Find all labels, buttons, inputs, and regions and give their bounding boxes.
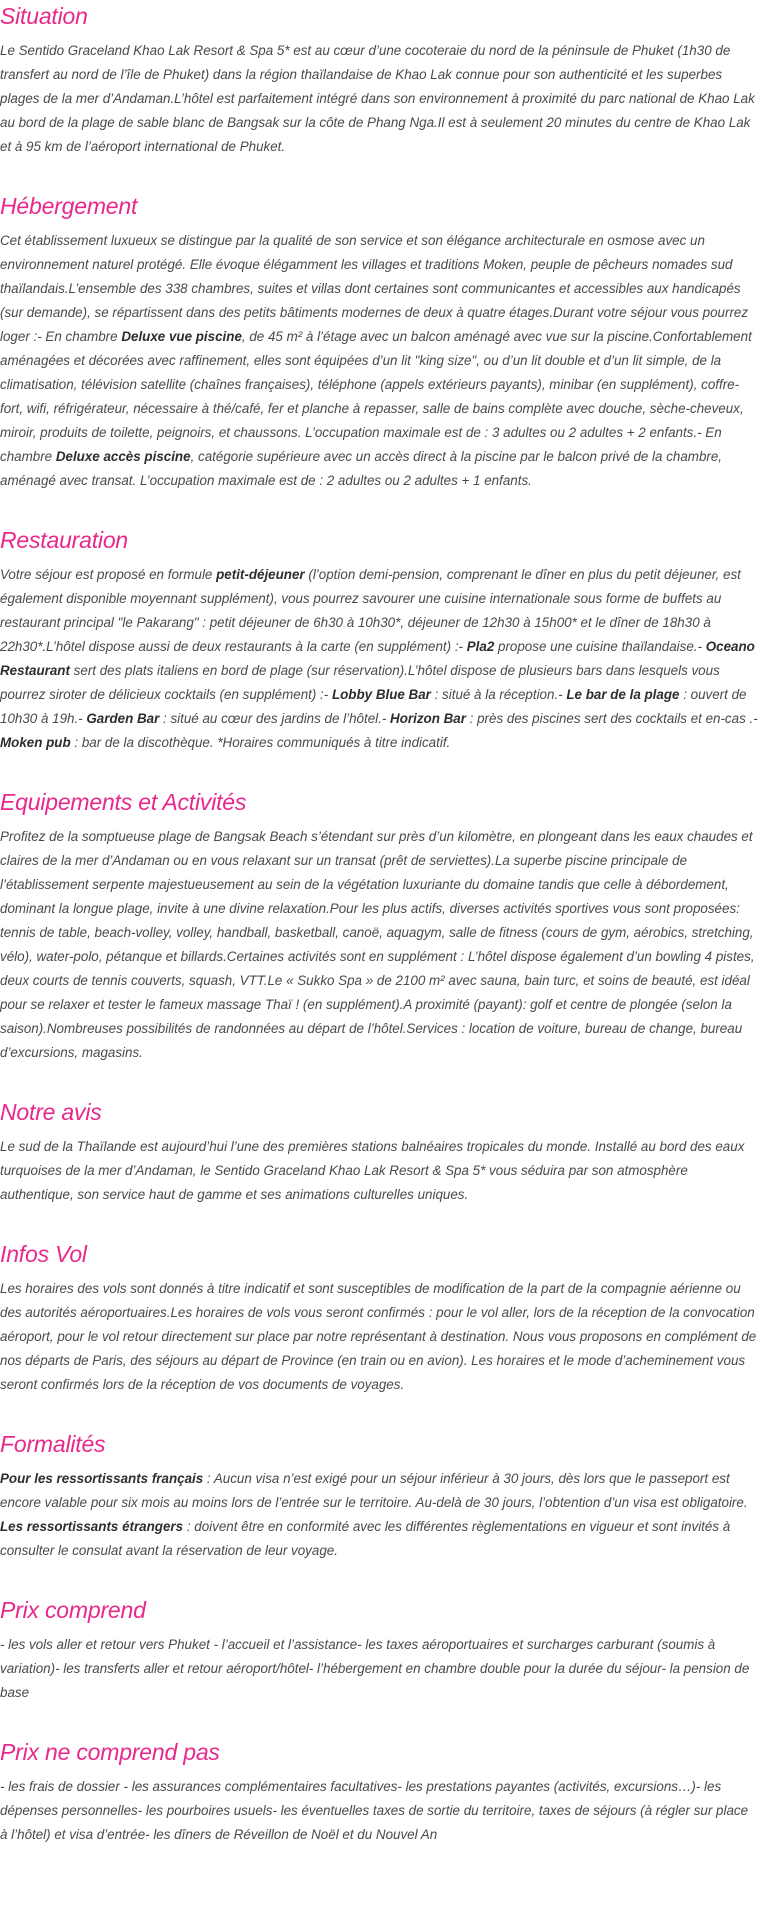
- section-paragraph: [0, 39, 758, 159]
- section-title: Prix ne comprend pas: [0, 1739, 220, 1765]
- body-text: : près des piscines sert des cocktails et en-cas .-: [465, 711, 758, 726]
- body-text: , de 45 m² à l’étage avec un balcon aménagé avec vue sur la piscine.Confortablement aménagées et décorées avec raffinement, elles sont équipées d’un lit "king size", ou d’un lit double et d’un lit simple, de la climatisation, télévision satellite (chaînes françaises), téléphone (appels extérieurs payants), minibar (en supplément), coffre-fort, wifi, réfrigérateur, nécessaire à thé/café, fer et planche à repasser, salle de bains complète avec douche, sèche-cheveux, miroir, produits de toilette, peignoirs, et chaussons. L’occupation maximale est de : 3 adultes ou 2 adultes + 2 enfants.- En chambre: [0, 329, 752, 464]
- body-text: Profitez de la somptueuse plage de Bangsak Beach s’étendant sur près d’un kilomètre, en plongeant dans les eaux chaudes et claires de la mer d’Andaman ou en vous relaxant sur un transat (prêt de serviettes).La superbe piscine principale de l’établissement serpente majestueusement au sein de la végétation luxuriante du domaine tandis que celle à débordement, dominant la longue plage, invite à une divine relaxation.Pour les plus actifs, diverses activités sportives vous sont proposées: tennis de table, beach-volley, volley, handball, basketball, canoë, aquagym, salle de fitness (cours de gym, aérobics, stretching, vélo), water-polo, pétanque et billards.Certaines activités sont en supplément : L’hôtel dispose également d’un bowling 4 pistes, deux courts de tennis couverts, squash, VTT.Le « Sukko Spa » de 2100 m² avec sauna, bain turc, et soins de beauté, est idéal pour se relaxer et tester le fameux massage Thaï ! (en supplément).A proximité (payant): golf et centre de plongée (selon la saison).Nombreuses possibilités de randonnées au départ de l’hôtel.Services : location de voiture, bureau de change, bureau d’excursions, magasins.: [0, 829, 755, 1060]
- bold-text: Le bar de la plage: [566, 687, 680, 702]
- section-situation: [0, 0, 758, 159]
- section-equipements-et-activites: [0, 786, 758, 1065]
- section-paragraph: [0, 825, 758, 1065]
- section-spacer: [0, 1065, 758, 1096]
- section-spacer: [0, 493, 758, 524]
- section-paragraph: [0, 1277, 758, 1397]
- section-spacer: [0, 159, 758, 190]
- body-text: : doivent être en conformité avec les différentes règlementations en vigueur et sont invités à consulter le consulat avant la réservation de leur voyage.: [0, 1519, 731, 1558]
- bold-text: Les ressortissants étrangers: [0, 1519, 184, 1534]
- section-formalites: [0, 1428, 758, 1563]
- body-text: Les horaires des vols sont donnés à titre indicatif et sont susceptibles de modification de la part de la compagnie aérienne ou des autorités aéroportuaires.Les horaires de vols vous seront confirmés : pour le vol aller, lors de la réception de la convocation aéroport, pour le vol retour directement sur place par notre représentant à destination. Nous vous proposons en complément de nos départs de Paris, des séjours au départ de Province (en train ou en avion). Les horaires et le mode d’acheminement vous seront confirmés lors de la réception de vos documents de voyages.: [0, 1281, 757, 1392]
- section-paragraph: [0, 229, 758, 493]
- section-paragraph: [0, 1633, 758, 1705]
- section-title: Prix comprend: [0, 1597, 146, 1623]
- section-prix-ne-comprend-pas: [0, 1736, 758, 1847]
- bold-text: Pour les ressortissants français: [0, 1471, 204, 1486]
- bold-text: petit-déjeuner: [216, 567, 305, 582]
- section-restauration: [0, 524, 758, 755]
- body-text: : ouvert de 10h30 à 19h.-: [0, 687, 747, 726]
- bold-text: Deluxe accès piscine: [55, 449, 191, 464]
- bold-text: Horizon Bar: [390, 711, 466, 726]
- section-paragraph: [0, 1775, 758, 1847]
- body-text: Votre séjour est proposé en formule: [0, 567, 217, 582]
- section-title: Situation: [0, 3, 88, 29]
- bold-text: Garden Bar: [86, 711, 160, 726]
- section-spacer: [0, 1705, 758, 1736]
- section-paragraph: [0, 1467, 758, 1515]
- section-prix-comprend: [0, 1594, 758, 1705]
- body-text: Le sud de la Thaïlande est aujourd’hui l’une des premières stations balnéaires tropicales du monde. Installé au bord des eaux turquoises de la mer d’Andaman, le Sentido Graceland Khao Lak Resort & Spa 5* vous séduira par son atmosphère authentique, son service haut de gamme et ses animations culturelles uniques.: [0, 1139, 745, 1202]
- bold-text: Oceano Restaurant: [0, 639, 755, 678]
- bold-text: Deluxe vue piscine: [121, 329, 242, 344]
- bold-text: Lobby Blue Bar: [331, 687, 431, 702]
- section-infos-vol: [0, 1238, 758, 1397]
- section-spacer: [0, 755, 758, 786]
- section-title: Formalités: [0, 1431, 106, 1457]
- body-text: : situé à la réception.-: [430, 687, 567, 702]
- body-text: : Aucun visa n’est exigé pour un séjour inférieur à 30 jours, dès lors que le passeport est encore valable pour six mois au moins lors de l’entrée sur le territoire. Au-delà de 30 jours, l’obtention d’un visa est obligatoire.: [0, 1471, 748, 1510]
- section-spacer: [0, 1207, 758, 1238]
- section-paragraph: [0, 1515, 758, 1563]
- body-text: Le Sentido Graceland Khao Lak Resort & Spa 5* est au cœur d’une cocoteraie du nord de la péninsule de Phuket (1h30 de transfert au nord de l’île de Phuket) dans la région thaïlandaise de Khao Lak connue pour son authenticité et les superbes plages de la mer d’Andaman.L’hôtel est parfaitement intégré dans son environnement à proximité du parc national de Khao Lak au bord de la plage de sable blanc de Bangsak sur la côte de Phang Nga.Il est à seulement 20 minutes du centre de Khao Lak et à 95 km de l’aéroport international de Phuket.: [0, 43, 755, 154]
- body-text: - les frais de dossier - les assurances complémentaires facultatives- les prestations payantes (activités, excursions…)- les dépenses personnelles- les pourboires usuels- les éventuelles taxes de sortie du territoire, taxes de séjours (à régler sur place à l’hôtel) et visa d’entrée- les dîners de Réveillon de Noël et du Nouvel An: [0, 1779, 749, 1842]
- body-text: - les vols aller et retour vers Phuket - l’accueil et l’assistance- les taxes aéroportuaires et surcharges carburant (soumis à variation)- les transferts aller et retour aéroport/hôtel- l’hébergement en chambre double pour la durée du séjour- la pension de base: [0, 1637, 750, 1700]
- bold-text: Pla2: [466, 639, 495, 654]
- section-notre-avis: [0, 1096, 758, 1207]
- section-paragraph: [0, 1135, 758, 1207]
- section-spacer: [0, 1397, 758, 1428]
- body-text: sert des plats italiens en bord de plage (sur réservation).L’hôtel dispose de plusieurs bars dans lesquels vous pourrez siroter de délicieux cocktails (en supplément) :-: [0, 663, 720, 702]
- section-title: Infos Vol: [0, 1241, 87, 1267]
- body-text: Cet établissement luxueux se distingue par la qualité de son service et son élégance architecturale en osmose avec un environnement naturel protégé. Elle évoque élégamment les villages et traditions Moken, peuple de pêcheurs nomades sud thaïlandais.L’ensemble des 338 chambres, suites et villas dont certaines sont communicantes et accessibles aux handicapés (sur demande), se répartissent dans des petits bâtiments modernes de deux à quatre étages.Durant votre séjour vous pourrez loger :- En chambre: [0, 233, 749, 344]
- body-text: , catégorie supérieure avec un accès direct à la piscine par le balcon privé de la chambre, aménagé avec transat. L’occupation maximale est de : 2 adultes ou 2 adultes + 1 enfants.: [0, 449, 723, 488]
- section-spacer: [0, 1563, 758, 1594]
- section-title: Notre avis: [0, 1099, 102, 1125]
- section-title: Restauration: [0, 527, 129, 553]
- section-title: Equipements et Activités: [0, 789, 247, 815]
- body-text: : situé au cœur des jardins de l’hôtel.-: [159, 711, 391, 726]
- section-title: Hébergement: [0, 193, 138, 219]
- body-text: : bar de la discothèque. *Horaires communiqués à titre indicatif.: [70, 735, 451, 750]
- section-paragraph: [0, 563, 758, 755]
- body-text: propose une cuisine thaïlandaise.-: [494, 639, 706, 654]
- section-hebergement: [0, 190, 758, 493]
- body-text: (l’option demi-pension, comprenant le dîner en plus du petit déjeuner, est également disponible moyennant supplément), vous pourrez savourer une cuisine internationale sous forme de buffets au restaurant principal "le Pakarang" : petit déjeuner de 6h30 à 10h30*, déjeuner de 12h30 à 15h00* et le dîner de 18h30 à 22h30*.L’hôtel dispose aussi de deux restaurants à la carte (en supplément) :-: [0, 567, 741, 654]
- bold-text: Moken pub: [0, 735, 71, 750]
